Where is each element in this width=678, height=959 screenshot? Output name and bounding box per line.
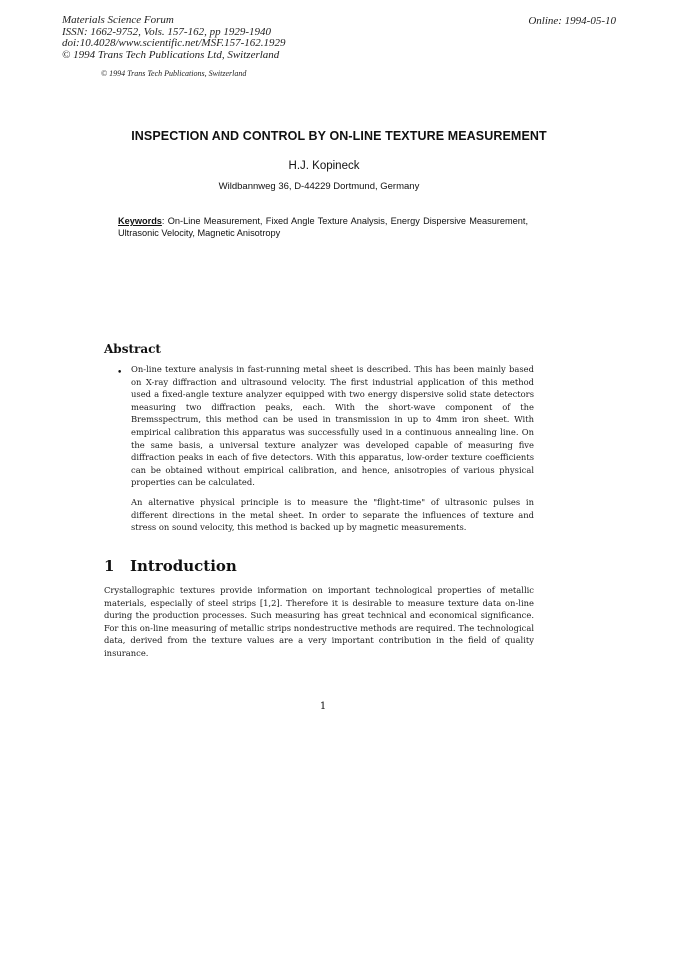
copyright-line: © 1994 Trans Tech Publications Ltd, Switzerland [62, 48, 280, 61]
publication-meta [62, 15, 286, 61]
author-address: Wildbannweg 36, D-44229 Dortmund, Germany [218, 181, 420, 192]
keywords-label: Keywords [118, 216, 162, 226]
abstract-heading: Abstract [104, 342, 161, 356]
section-number: 1 [104, 557, 115, 575]
scan-copyright: © 1994 Trans Tech Publications, Switzerland [101, 69, 247, 78]
bullet-icon: • [117, 368, 123, 378]
section-title: Introduction [130, 557, 237, 575]
journal-name: Materials Science Forum [62, 14, 174, 26]
page-number: 1 [319, 701, 327, 712]
abstract-paragraph-1: On-line texture analysis in fast-running metal sheet is described. This has been mainly based on X-ray diffraction and ultrasound velocity. The first industrial application of this method used a fixed-angle texture analyzer equipped with two energy dispersive solid state detectors measuring two diffraction peaks, each. With the short-wave component of the Bremsspectrum, this method can be used in transmission in up to 4mm iron sheet. With empirical calibration this apparatus was successfully used in a continuous annealing line. On the same basis, a universal texture analyzer was developed capable of measuring five diffraction peaks in each of five detectors. With this apparatus, low-order texture coefficients can be obtained without empirical calibration, and hence, anisotropies of various physical properties can be calculated. [131, 364, 534, 488]
online-date: Online: 1994-05-10 [528, 15, 616, 27]
issn-line: ISSN: 1662-9752, Vols. 157-162, pp 1929-1940 [62, 25, 271, 38]
paper-title: INSPECTION AND CONTROL BY ON-LINE TEXTURE MEASUREMENT [131, 129, 547, 143]
keywords-block [118, 216, 528, 239]
doi-line[interactable]: doi:10.4028/www.scientific.net/MSF.157-162.1929 [62, 37, 286, 49]
section-heading-introduction [104, 557, 237, 575]
keywords-text: : On-Line Measurement, Fixed Angle Texture Analysis, Energy Dispersive Measurement, Ultrasonic Velocity, Magnetic Anisotropy [118, 216, 528, 238]
introduction-paragraph: Crystallographic textures provide information on important technological properties of metallic materials, especially of steel strips [1,2]. Therefore it is desirable to measure texture data on-line during the production processes. Such measuring has great technical and economical significance. For this on-line measuring of metallic strips nondestructive methods are required. The technological data, derived from the texture values are a very important contribution in the field of quality insurance. [104, 585, 534, 658]
abstract-paragraph-2: An alternative physical principle is to measure the "flight-time" of ultrasonic pulses in different directions in the metal sheet. In order to separate the influences of texture and stress on sound velocity, this method is backed up by magnetic measurements. [131, 497, 534, 533]
paper-author: H.J. Kopineck [288, 160, 360, 172]
